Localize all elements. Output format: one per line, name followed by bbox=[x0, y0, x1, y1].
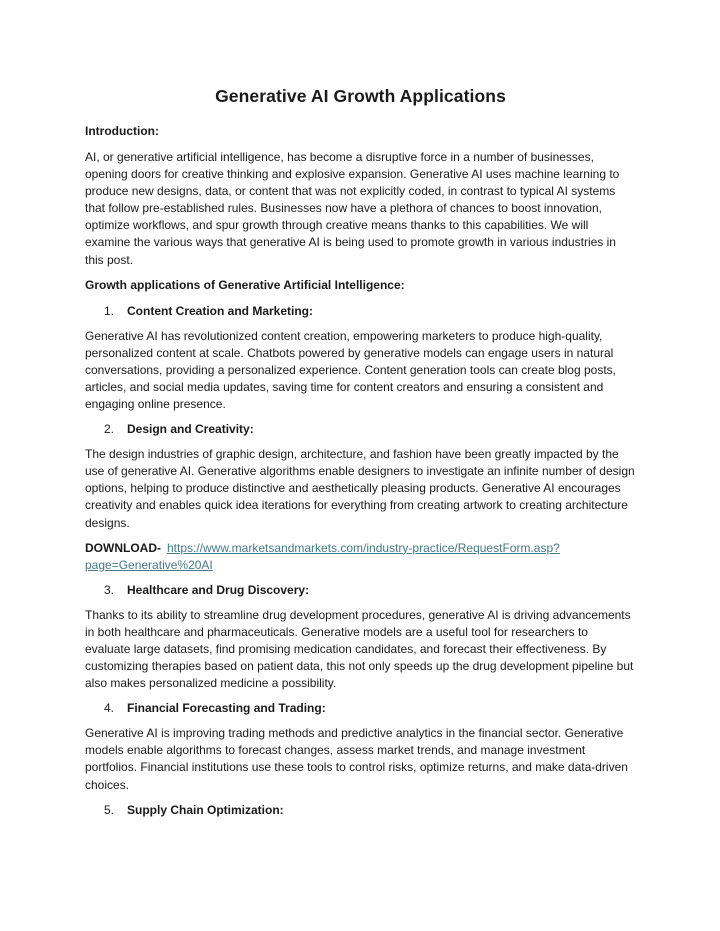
growth-heading: Growth applications of Generative Artificial Intelligence: bbox=[85, 277, 405, 292]
list-number: 4. bbox=[104, 701, 115, 716]
section-title: Healthcare and Drug Discovery: bbox=[127, 582, 310, 597]
section-paragraph-financial: Generative AI is improving trading methods and predictive analytics in the financial sector. Generative models enable algorithms to forecast changes, assess market trends, and manage investment portfolios. Financial institutions use these tools to control risks, optimize returns, and make data-driven choices. bbox=[85, 726, 628, 792]
section-heading-financial bbox=[85, 700, 636, 717]
download-link[interactable]: https://www.marketsandmarkets.com/industry-practice/RequestForm.asp?page=Generative%20AI bbox=[85, 540, 560, 572]
list-number: 5. bbox=[104, 802, 115, 817]
section-paragraph-content-creation: Generative AI has revolutionized content creation, empowering marketers to produce high-quality, personalized content at scale. Chatbots powered by generative models can engage users in natural conversations, providing a personalized experience. Content generation tools can create blog posts, articles, and social media updates, saving time for content creators and ensuring a consistent and engaging online presence. bbox=[85, 328, 616, 412]
section-title: Content Creation and Marketing: bbox=[127, 303, 314, 318]
document-title: Generative AI Growth Applications bbox=[215, 86, 506, 106]
section-paragraph-healthcare: Thanks to its ability to streamline drug development procedures, generative AI is driving advancements in both healthcare and pharmaceuticals. Generative models are a useful tool for researchers to evaluate large datasets, find promising medication candidates, and forecast their effectiveness. By customizing therapies based on patient data, this not only speeds up the drug development pipeline but also makes personalized medicine a possibility. bbox=[85, 607, 634, 691]
section-heading-content-creation bbox=[85, 303, 636, 320]
intro-heading: Introduction: bbox=[85, 124, 159, 138]
section-title: Financial Forecasting and Trading: bbox=[127, 701, 326, 716]
download-line bbox=[85, 540, 636, 574]
download-label: DOWNLOAD- bbox=[85, 540, 161, 555]
section-heading-supply-chain bbox=[85, 802, 636, 819]
section-heading-design bbox=[85, 421, 636, 438]
list-number: 3. bbox=[104, 582, 115, 597]
intro-paragraph: AI, or generative artificial intelligence, has become a disruptive force in a number of businesses, opening doors for creative thinking and explosive expansion. Generative AI uses machine learning to produce new designs, data, or content that was not explicitly coded, in contrast to typical AI systems that follow pre-established rules. Businesses now have a plethora of chances to boost innovation, optimize workflows, and spur growth through creative means thanks to this capabilities. We will examine the various ways that generative AI is being used to promote growth in various industries in this post. bbox=[85, 150, 620, 267]
section-title: Supply Chain Optimization: bbox=[127, 802, 284, 817]
list-number: 2. bbox=[104, 422, 115, 437]
section-paragraph-design: The design industries of graphic design, architecture, and fashion have been greatly impacted by the use of generative AI. Generative algorithms enable designers to investigate an infinite number of design options, helping to produce distinctive and aesthetically pleasing products. Generative AI encourages creativity and enables quick idea iterations for everything from creating artwork to creating architecture designs. bbox=[85, 447, 635, 530]
section-title: Design and Creativity: bbox=[127, 422, 254, 437]
list-number: 1. bbox=[104, 303, 115, 318]
section-heading-healthcare bbox=[85, 582, 636, 599]
